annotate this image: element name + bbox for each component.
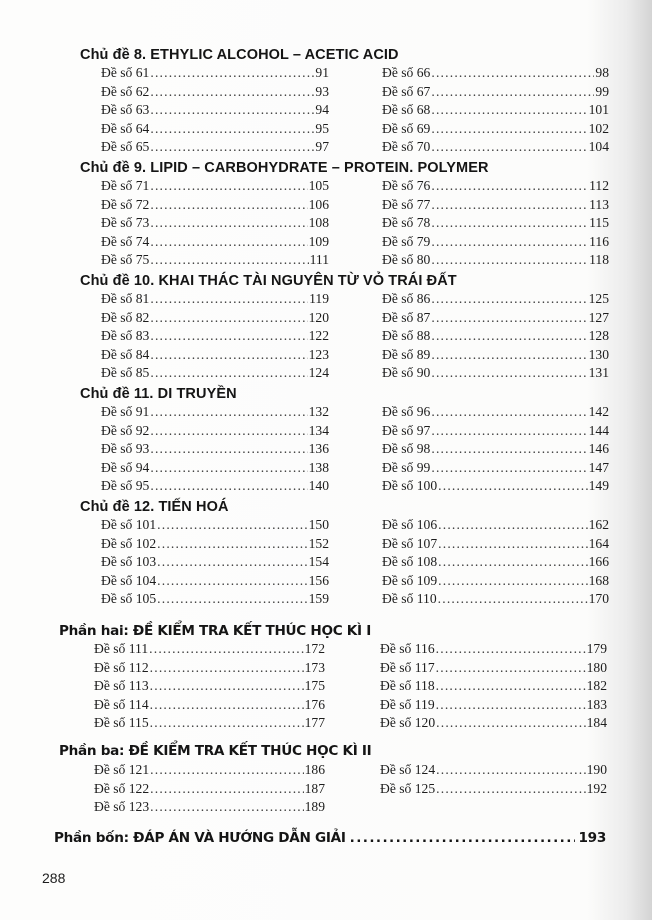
- entry-page: 147: [588, 459, 609, 475]
- dot-leader: [149, 641, 303, 657]
- dot-leader: [150, 65, 314, 81]
- section-heading: Chủ đề 12. TIẾN HOÁ: [80, 499, 229, 515]
- entry-page: 162: [588, 517, 609, 532]
- toc-entry: [382, 215, 609, 234]
- dot-leader: [431, 310, 587, 326]
- toc-entry: [382, 178, 609, 197]
- entry-label: Đề số 72: [101, 196, 150, 212]
- toc-entry: [101, 441, 329, 460]
- entry-page: 175: [304, 678, 325, 694]
- toc-entry: [380, 697, 607, 716]
- entry-label: Đề số 96: [382, 404, 431, 419]
- toc-entry: [101, 102, 329, 121]
- toc-entry: [382, 328, 609, 347]
- entry-label: Đề số 108: [382, 554, 438, 570]
- entry-label: Đề số 68: [382, 102, 431, 118]
- section-left-column: [101, 65, 329, 158]
- section-right-column: [382, 65, 609, 158]
- toc-entry: [101, 423, 329, 442]
- entry-label: Đề số 97: [382, 422, 431, 438]
- toc-entry: [94, 678, 325, 697]
- entry-label: Đề số 109: [382, 572, 438, 588]
- entry-page: 119: [309, 291, 329, 306]
- part-right-column: [380, 762, 607, 799]
- section-left-column: [101, 404, 329, 497]
- entry-label: Đề số 71: [101, 178, 150, 193]
- section-right-column: [382, 517, 609, 610]
- dot-leader: [431, 121, 587, 137]
- dot-leader: [431, 102, 587, 118]
- entry-page: 102: [588, 120, 609, 136]
- entry-page: 189: [304, 799, 325, 815]
- entry-page: 108: [308, 215, 329, 231]
- entry-page: 132: [308, 404, 329, 419]
- final-part-title: Phần bốn: ĐÁP ÁN VÀ HƯỚNG DẪN GIẢI: [54, 830, 346, 846]
- entry-label: Đề số 119: [380, 696, 435, 712]
- entry-page: 166: [588, 554, 609, 570]
- dot-leader: [150, 697, 304, 713]
- dot-leader: [431, 234, 588, 250]
- entry-page: 173: [304, 659, 325, 675]
- toc-entry: [380, 715, 607, 734]
- part-left-column: [94, 641, 325, 734]
- toc-entry: [94, 799, 325, 818]
- section-heading: Chủ đề 11. DI TRUYỀN: [80, 386, 237, 402]
- entry-label: Đề số 95: [101, 478, 150, 494]
- dot-leader: [150, 715, 304, 731]
- entry-label: Đề số 78: [382, 215, 431, 231]
- dot-leader: [431, 178, 588, 194]
- entry-page: 179: [586, 641, 607, 656]
- section-right-column: [382, 291, 609, 384]
- dot-leader: [150, 799, 303, 815]
- entry-page: 106: [308, 196, 329, 212]
- dot-leader: [150, 781, 303, 797]
- dot-leader: [150, 252, 308, 268]
- entry-page: 127: [588, 309, 609, 325]
- toc-entry: [382, 347, 609, 366]
- entry-label: Đề số 115: [94, 715, 149, 731]
- entry-label: Đề số 118: [380, 678, 435, 694]
- entry-label: Đề số 79: [382, 233, 431, 249]
- page-number: 288: [42, 870, 66, 886]
- dot-leader: [150, 347, 307, 363]
- entry-page: 154: [308, 554, 329, 570]
- entry-label: Đề số 122: [94, 780, 150, 796]
- dot-leader: [438, 517, 587, 533]
- entry-page: 190: [586, 762, 607, 777]
- entry-label: Đề số 70: [382, 139, 431, 155]
- entry-label: Đề số 87: [382, 309, 431, 325]
- entry-page: 125: [588, 291, 609, 306]
- toc-entry: [101, 252, 329, 271]
- entry-page: 116: [589, 233, 609, 249]
- toc-entry: [101, 478, 329, 497]
- entry-label: Đề số 112: [94, 659, 149, 675]
- entry-page: 138: [308, 459, 329, 475]
- entry-label: Đề số 76: [382, 178, 431, 193]
- entry-page: 115: [589, 215, 609, 231]
- entry-label: Đề số 106: [382, 517, 438, 532]
- toc-entry: [382, 65, 609, 84]
- dot-leader: [150, 404, 307, 420]
- entry-label: Đề số 101: [101, 517, 157, 532]
- toc-entry: [382, 423, 609, 442]
- dot-leader: [150, 423, 307, 439]
- entry-label: Đề số 116: [380, 641, 435, 656]
- entry-label: Đề số 93: [101, 441, 150, 457]
- entry-label: Đề số 125: [380, 780, 436, 796]
- dot-leader: [431, 65, 594, 81]
- final-part-page: 193: [578, 830, 606, 846]
- dot-leader: [438, 573, 587, 589]
- entry-label: Đề số 123: [94, 799, 150, 815]
- entry-label: Đề số 113: [94, 678, 149, 694]
- entry-label: Đề số 74: [101, 233, 150, 249]
- dot-leader: [157, 554, 307, 570]
- entry-label: Đề số 117: [380, 659, 435, 675]
- section-left-column: [101, 291, 329, 384]
- dot-leader: [150, 365, 307, 381]
- toc-entry: [94, 762, 325, 781]
- toc-entry: [101, 197, 329, 216]
- dot-leader: [431, 328, 587, 344]
- entry-page: 99: [595, 83, 609, 99]
- entry-page: 152: [308, 535, 329, 551]
- entry-label: Đề số 105: [101, 591, 157, 607]
- toc-entry: [382, 517, 609, 536]
- dot-leader: [150, 310, 307, 326]
- entry-page: 172: [304, 641, 325, 656]
- entry-label: Đề số 103: [101, 554, 157, 570]
- entry-label: Đề số 63: [101, 102, 150, 118]
- dot-leader: [436, 781, 585, 797]
- toc-entry: [101, 65, 329, 84]
- toc-entry: [382, 252, 609, 271]
- entry-label: Đề số 86: [382, 291, 431, 306]
- toc-entry: [101, 347, 329, 366]
- toc-entry: [382, 310, 609, 329]
- toc-entry: [382, 197, 609, 216]
- entry-page: 192: [586, 780, 607, 796]
- entry-label: Đề số 124: [380, 762, 436, 777]
- toc-entry: [101, 536, 329, 555]
- entry-page: 109: [308, 233, 329, 249]
- entry-page: 180: [586, 659, 607, 675]
- entry-page: 97: [315, 139, 329, 155]
- entry-page: 118: [589, 252, 609, 268]
- dot-leader: [436, 660, 586, 676]
- toc-entry: [382, 478, 609, 497]
- entry-page: 156: [308, 572, 329, 588]
- dot-leader: [436, 762, 585, 778]
- dot-leader: [431, 365, 587, 381]
- dot-leader: [150, 84, 314, 100]
- dot-leader: [431, 347, 587, 363]
- toc-entry: [101, 139, 329, 158]
- dot-leader: [150, 215, 307, 231]
- entry-page: 144: [588, 422, 609, 438]
- entry-label: Đề số 107: [382, 535, 438, 551]
- entry-label: Đề số 77: [382, 196, 431, 212]
- dot-leader: [150, 328, 307, 344]
- entry-label: Đề số 69: [382, 120, 431, 136]
- toc-entry: [101, 84, 329, 103]
- toc-entry: [380, 678, 607, 697]
- section-heading: Chủ đề 8. ETHYLIC ALCOHOL – ACETIC ACID: [80, 47, 399, 63]
- toc-entry: [380, 762, 607, 781]
- dot-leader: [150, 178, 307, 194]
- dot-leader: [431, 197, 588, 213]
- section-right-column: [382, 178, 609, 271]
- entry-label: Đề số 120: [380, 715, 436, 731]
- dot-leader: [157, 517, 307, 533]
- final-part-entry: [54, 830, 606, 846]
- toc-entry: [101, 178, 329, 197]
- toc-entry: [101, 460, 329, 479]
- dot-leader: [150, 139, 314, 155]
- toc-entry: [101, 234, 329, 253]
- toc-entry: [101, 291, 329, 310]
- dot-leader: [436, 697, 586, 713]
- entry-label: Đề số 100: [382, 478, 438, 494]
- dot-leader: [157, 536, 307, 552]
- toc-entry: [101, 573, 329, 592]
- entry-label: Đề số 84: [101, 346, 150, 362]
- toc-entry: [101, 517, 329, 536]
- entry-label: Đề số 114: [94, 696, 149, 712]
- entry-page: 128: [588, 328, 609, 344]
- entry-label: Đề số 81: [101, 291, 150, 306]
- entry-page: 183: [586, 696, 607, 712]
- dot-leader: [350, 830, 575, 846]
- entry-label: Đề số 75: [101, 252, 150, 268]
- toc-entry: [101, 310, 329, 329]
- toc-entry: [382, 554, 609, 573]
- toc-entry: [382, 573, 609, 592]
- toc-entry: [101, 215, 329, 234]
- dot-leader: [150, 678, 304, 694]
- entry-page: 187: [304, 780, 325, 796]
- dot-leader: [431, 252, 588, 268]
- dot-leader: [157, 573, 307, 589]
- toc-entry: [101, 554, 329, 573]
- dot-leader: [436, 678, 586, 694]
- section-left-column: [101, 517, 329, 610]
- dot-leader: [431, 404, 587, 420]
- dot-leader: [431, 139, 587, 155]
- entry-label: Đề số 62: [101, 83, 150, 99]
- part-right-column: [380, 641, 607, 734]
- entry-label: Đề số 104: [101, 572, 157, 588]
- toc-entry: [382, 536, 609, 555]
- entry-page: 120: [308, 309, 329, 325]
- entry-label: Đề số 111: [94, 641, 149, 656]
- entry-label: Đề số 64: [101, 120, 150, 136]
- section-heading: Chủ đề 10. KHAI THÁC TÀI NGUYÊN TỪ VỎ TRÁI ĐẤT: [80, 273, 457, 289]
- section-left-column: [101, 178, 329, 271]
- entry-label: Đề số 73: [101, 215, 150, 231]
- entry-page: 105: [308, 178, 329, 193]
- part-heading: Phần ba: ĐỀ KIỂM TRA KẾT THÚC HỌC KÌ II: [59, 743, 372, 759]
- entry-page: 91: [315, 65, 329, 80]
- entry-label: Đề số 88: [382, 328, 431, 344]
- dot-leader: [438, 591, 588, 607]
- entry-page: 123: [308, 346, 329, 362]
- entry-page: 142: [588, 404, 609, 419]
- dot-leader: [431, 215, 588, 231]
- part-left-column: [94, 762, 325, 818]
- entry-label: Đề số 90: [382, 365, 431, 381]
- toc-entry: [94, 781, 325, 800]
- toc-entry: [382, 460, 609, 479]
- dot-leader: [431, 441, 587, 457]
- toc-entry: [101, 365, 329, 384]
- entry-page: 93: [315, 83, 329, 99]
- entry-page: 94: [315, 102, 329, 118]
- toc-entry: [382, 591, 609, 610]
- entry-label: Đề số 65: [101, 139, 150, 155]
- entry-page: 134: [308, 422, 329, 438]
- entry-page: 113: [589, 196, 609, 212]
- entry-page: 122: [308, 328, 329, 344]
- entry-label: Đề số 66: [382, 65, 431, 80]
- dot-leader: [150, 478, 307, 494]
- dot-leader: [150, 660, 304, 676]
- entry-page: 170: [588, 591, 609, 607]
- dot-leader: [436, 641, 586, 657]
- toc-entry: [382, 102, 609, 121]
- entry-label: Đề số 92: [101, 422, 150, 438]
- entry-label: Đề số 82: [101, 309, 150, 325]
- toc-entry: [382, 441, 609, 460]
- toc-entry: [382, 234, 609, 253]
- toc-entry: [101, 591, 329, 610]
- dot-leader: [157, 591, 307, 607]
- entry-page: 146: [588, 441, 609, 457]
- entry-label: Đề số 102: [101, 535, 157, 551]
- dot-leader: [150, 441, 307, 457]
- entry-page: 164: [588, 535, 609, 551]
- entry-label: Đề số 85: [101, 365, 150, 381]
- section-heading: Chủ đề 9. LIPID – CARBOHYDRATE – PROTEIN. POLYMER: [80, 160, 489, 176]
- entry-label: Đề số 83: [101, 328, 150, 344]
- dot-leader: [150, 197, 307, 213]
- dot-leader: [436, 715, 585, 731]
- entry-page: 184: [586, 715, 607, 731]
- dot-leader: [431, 460, 587, 476]
- entry-page: 140: [308, 478, 329, 494]
- dot-leader: [438, 478, 587, 494]
- dot-leader: [431, 291, 587, 307]
- entry-page: 176: [304, 696, 325, 712]
- dot-leader: [150, 460, 307, 476]
- entry-label: Đề số 80: [382, 252, 431, 268]
- toc-entry: [380, 660, 607, 679]
- entry-page: 150: [308, 517, 329, 532]
- entry-label: Đề số 94: [101, 459, 150, 475]
- entry-page: 130: [588, 346, 609, 362]
- toc-entry: [101, 328, 329, 347]
- dot-leader: [150, 121, 314, 137]
- toc-entry: [94, 660, 325, 679]
- entry-label: Đề số 110: [382, 591, 437, 607]
- entry-page: 168: [588, 572, 609, 588]
- toc-entry: [380, 641, 607, 660]
- entry-page: 101: [588, 102, 609, 118]
- entry-page: 112: [589, 178, 609, 193]
- toc-entry: [382, 365, 609, 384]
- toc-entry: [382, 84, 609, 103]
- entry-page: 159: [308, 591, 329, 607]
- entry-page: 136: [308, 441, 329, 457]
- entry-label: Đề số 67: [382, 83, 431, 99]
- entry-page: 124: [308, 365, 329, 381]
- section-right-column: [382, 404, 609, 497]
- toc-entry: [382, 139, 609, 158]
- entry-page: 95: [315, 120, 329, 136]
- toc-entry: [94, 641, 325, 660]
- entry-label: Đề số 61: [101, 65, 150, 80]
- entry-page: 98: [595, 65, 609, 80]
- dot-leader: [150, 291, 308, 307]
- toc-entry: [382, 404, 609, 423]
- entry-page: 131: [588, 365, 609, 381]
- entry-label: Đề số 121: [94, 762, 150, 777]
- toc-entry: [382, 121, 609, 140]
- dot-leader: [431, 423, 587, 439]
- entry-page: 149: [588, 478, 609, 494]
- dot-leader: [150, 762, 303, 778]
- entry-page: 111: [309, 252, 329, 268]
- entry-label: Đề số 89: [382, 346, 431, 362]
- toc-entry: [380, 781, 607, 800]
- entry-label: Đề số 99: [382, 459, 431, 475]
- entry-page: 177: [304, 715, 325, 731]
- toc-entry: [101, 404, 329, 423]
- toc-entry: [101, 121, 329, 140]
- entry-label: Đề số 98: [382, 441, 431, 457]
- dot-leader: [150, 102, 314, 118]
- toc-entry: [94, 697, 325, 716]
- dot-leader: [431, 84, 594, 100]
- toc-entry: [382, 291, 609, 310]
- entry-page: 104: [588, 139, 609, 155]
- dot-leader: [150, 234, 307, 250]
- entry-label: Đề số 91: [101, 404, 150, 419]
- dot-leader: [438, 554, 587, 570]
- dot-leader: [438, 536, 587, 552]
- toc-entry: [94, 715, 325, 734]
- entry-page: 182: [586, 678, 607, 694]
- part-heading: Phần hai: ĐỀ KIỂM TRA KẾT THÚC HỌC KÌ I: [59, 623, 371, 639]
- entry-page: 186: [304, 762, 325, 777]
